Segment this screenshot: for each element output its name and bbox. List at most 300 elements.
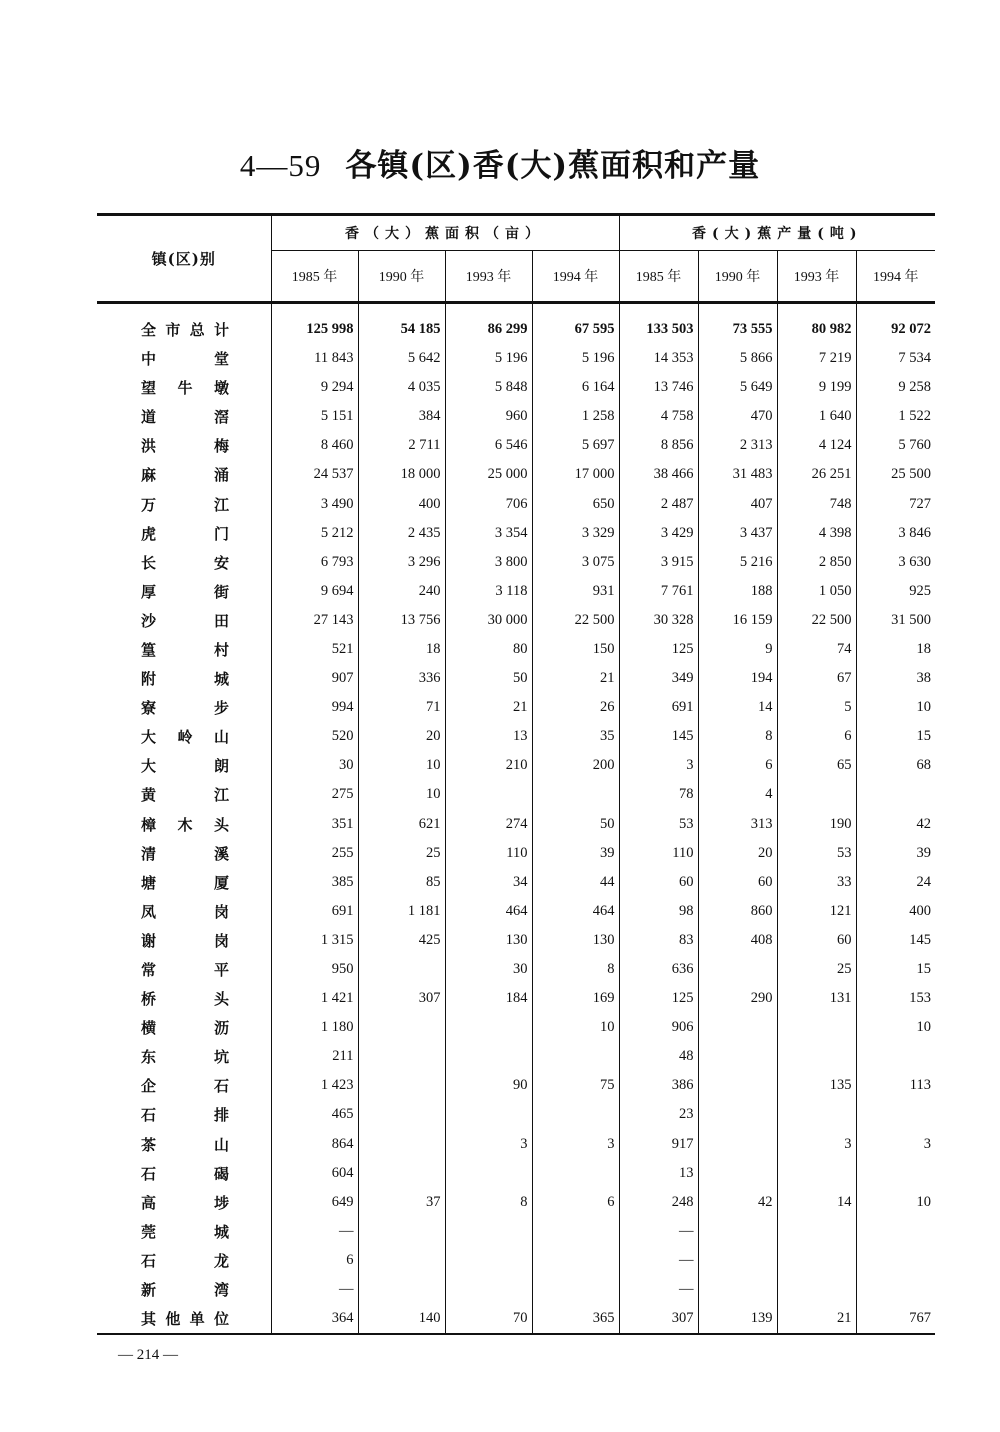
area-cell: 4 035	[358, 373, 445, 402]
area-cell: 5 697	[532, 431, 619, 460]
area-cell	[532, 780, 619, 809]
table-row	[97, 373, 935, 402]
row-label: 其他单位	[141, 1310, 229, 1329]
output-cell: 18	[856, 635, 935, 664]
year-header: 1990 年	[358, 251, 445, 303]
area-cell: 649	[271, 1188, 358, 1217]
output-cell: 60	[777, 926, 856, 955]
output-cell: 636	[619, 955, 698, 984]
area-cell	[445, 1275, 532, 1304]
output-cell: 125	[619, 635, 698, 664]
output-cell: 1 050	[777, 577, 856, 606]
table-row	[97, 1100, 935, 1129]
area-cell: 30	[271, 751, 358, 780]
row-label: 常平	[141, 961, 229, 980]
table-row	[97, 810, 935, 839]
area-cell: 3 118	[445, 577, 532, 606]
row-label: 石龙	[141, 1251, 229, 1270]
output-cell: 25 500	[856, 460, 935, 489]
output-cell: 20	[698, 839, 777, 868]
output-cell: 60	[698, 868, 777, 897]
output-cell: 7 534	[856, 344, 935, 373]
row-label: 谢岗	[141, 931, 229, 950]
area-cell: 17 000	[532, 460, 619, 489]
output-cell: 1 640	[777, 402, 856, 431]
area-cell: 5 196	[532, 344, 619, 373]
area-cell: 6	[271, 1246, 358, 1275]
area-cell: 3 490	[271, 489, 358, 518]
output-cell: 133 503	[619, 303, 698, 345]
output-cell: 15	[856, 722, 935, 751]
area-cell	[445, 780, 532, 809]
output-cell: 14	[698, 693, 777, 722]
area-cell: 130	[445, 926, 532, 955]
output-cell	[777, 1100, 856, 1129]
output-cell: 4 758	[619, 402, 698, 431]
output-cell	[777, 1013, 856, 1042]
output-cell: 14	[777, 1188, 856, 1217]
output-cell	[777, 1042, 856, 1071]
area-cell	[445, 1100, 532, 1129]
area-cell: 10	[358, 780, 445, 809]
area-cell: 307	[358, 984, 445, 1013]
area-cell: 5 196	[445, 344, 532, 373]
output-cell: 727	[856, 489, 935, 518]
output-cell: 139	[698, 1304, 777, 1334]
area-cell: 3 075	[532, 548, 619, 577]
row-label: 中堂	[141, 350, 229, 369]
row-label: 全市总计	[141, 320, 229, 339]
year-header: 1994 年	[856, 251, 935, 303]
output-cell: 917	[619, 1130, 698, 1159]
table-row	[97, 1042, 935, 1071]
area-cell: 86 299	[445, 303, 532, 345]
row-label: 长安	[141, 553, 229, 572]
output-cell: 2 313	[698, 431, 777, 460]
table-row	[97, 693, 935, 722]
output-cell: 13 746	[619, 373, 698, 402]
area-cell: 464	[445, 897, 532, 926]
area-cell: 184	[445, 984, 532, 1013]
area-cell: 50	[445, 664, 532, 693]
output-cell: 400	[856, 897, 935, 926]
row-label: 道滘	[141, 408, 229, 427]
area-cell: 1 180	[271, 1013, 358, 1042]
output-cell: 3 915	[619, 548, 698, 577]
output-cell: 860	[698, 897, 777, 926]
year-header: 1993 年	[777, 251, 856, 303]
output-cell: 767	[856, 1304, 935, 1334]
table-row	[97, 431, 935, 460]
output-cell: 906	[619, 1013, 698, 1042]
area-cell: 22 500	[532, 606, 619, 635]
output-cell: 38 466	[619, 460, 698, 489]
area-cell: 71	[358, 693, 445, 722]
data-table	[97, 213, 935, 1335]
output-cell: 42	[698, 1188, 777, 1217]
row-label: 莞城	[141, 1222, 229, 1241]
area-cell	[358, 1013, 445, 1042]
area-cell: 125 998	[271, 303, 358, 345]
area-cell: 44	[532, 868, 619, 897]
area-cell: 6 546	[445, 431, 532, 460]
area-cell: 1 181	[358, 897, 445, 926]
output-cell: 290	[698, 984, 777, 1013]
output-cell	[856, 1042, 935, 1071]
output-cell: —	[619, 1217, 698, 1246]
area-cell: 25 000	[445, 460, 532, 489]
table-row	[97, 489, 935, 518]
output-cell	[698, 1217, 777, 1246]
output-cell: 98	[619, 897, 698, 926]
area-cell: 54 185	[358, 303, 445, 345]
output-cell: 135	[777, 1071, 856, 1100]
row-label: 寮步	[141, 699, 229, 718]
table-row	[97, 606, 935, 635]
table-row	[97, 868, 935, 897]
area-cell: 400	[358, 489, 445, 518]
row-label: 东坑	[141, 1048, 229, 1067]
area-cell	[532, 1246, 619, 1275]
row-label: 新湾	[141, 1281, 229, 1300]
row-label: 黄江	[141, 786, 229, 805]
area-cell	[358, 1159, 445, 1188]
output-cell: 8 856	[619, 431, 698, 460]
row-label: 万江	[141, 495, 229, 514]
output-cell: 7 219	[777, 344, 856, 373]
output-cell: 80 982	[777, 303, 856, 345]
output-cell: 10	[856, 1188, 935, 1217]
output-cell	[856, 780, 935, 809]
row-label: 茶山	[141, 1135, 229, 1154]
area-cell: 691	[271, 897, 358, 926]
area-cell	[445, 1042, 532, 1071]
area-cell: 521	[271, 635, 358, 664]
output-cell: 10	[856, 693, 935, 722]
output-cell: 23	[619, 1100, 698, 1129]
output-cell	[698, 1159, 777, 1188]
area-cell: 50	[532, 810, 619, 839]
output-cell: 121	[777, 897, 856, 926]
area-cell: 907	[271, 664, 358, 693]
output-cell: 748	[777, 489, 856, 518]
output-cell: 3 437	[698, 519, 777, 548]
table-row	[97, 780, 935, 809]
output-cell: 9	[698, 635, 777, 664]
output-cell: 14 353	[619, 344, 698, 373]
output-cell: 26 251	[777, 460, 856, 489]
area-cell	[445, 1246, 532, 1275]
output-cell: 470	[698, 402, 777, 431]
area-cell: 384	[358, 402, 445, 431]
output-cell: 4 124	[777, 431, 856, 460]
row-label: 厚街	[141, 582, 229, 601]
area-cell: 67 595	[532, 303, 619, 345]
area-cell	[532, 1217, 619, 1246]
area-cell	[445, 1013, 532, 1042]
output-cell: 31 500	[856, 606, 935, 635]
output-cell	[777, 1275, 856, 1304]
area-cell: 210	[445, 751, 532, 780]
area-cell: 364	[271, 1304, 358, 1334]
area-cell: 275	[271, 780, 358, 809]
output-cell	[698, 1275, 777, 1304]
output-cell: 2 850	[777, 548, 856, 577]
output-cell	[698, 955, 777, 984]
area-cell: 13 756	[358, 606, 445, 635]
output-cell: 38	[856, 664, 935, 693]
area-cell: 5 212	[271, 519, 358, 548]
area-cell: —	[271, 1217, 358, 1246]
area-cell: 200	[532, 751, 619, 780]
output-cell: 145	[619, 722, 698, 751]
area-cell: 3 354	[445, 519, 532, 548]
output-cell: 110	[619, 839, 698, 868]
output-cell: 248	[619, 1188, 698, 1217]
output-cell: 145	[856, 926, 935, 955]
row-label: 石碣	[141, 1164, 229, 1183]
area-cell: 39	[532, 839, 619, 868]
table-row	[97, 303, 935, 345]
table-row	[97, 519, 935, 548]
output-cell: 190	[777, 810, 856, 839]
row-label: 企石	[141, 1077, 229, 1096]
area-cell: 621	[358, 810, 445, 839]
area-cell: 26	[532, 693, 619, 722]
output-cell: 125	[619, 984, 698, 1013]
area-cell: 21	[532, 664, 619, 693]
output-cell: 83	[619, 926, 698, 955]
output-cell: 24	[856, 868, 935, 897]
page-number: — 214 —	[118, 1347, 178, 1363]
output-cell: 3 429	[619, 519, 698, 548]
output-cell	[698, 1130, 777, 1159]
output-cell: 5	[777, 693, 856, 722]
output-cell: 4	[698, 780, 777, 809]
table-row	[97, 926, 935, 955]
output-cell: 6	[698, 751, 777, 780]
output-cell	[856, 1217, 935, 1246]
table-row	[97, 1159, 935, 1188]
area-cell: 35	[532, 722, 619, 751]
output-cell: 25	[777, 955, 856, 984]
row-label: 塘厦	[141, 873, 229, 892]
table-row	[97, 1246, 935, 1275]
table-row	[97, 839, 935, 868]
area-cell: 18 000	[358, 460, 445, 489]
output-cell: 6	[777, 722, 856, 751]
output-cell	[777, 780, 856, 809]
output-cell: 3	[856, 1130, 935, 1159]
output-cell: 39	[856, 839, 935, 868]
output-cell	[698, 1071, 777, 1100]
output-cell: 73 555	[698, 303, 777, 345]
output-cell: 5 760	[856, 431, 935, 460]
table-row	[97, 722, 935, 751]
output-cell: 3	[777, 1130, 856, 1159]
table-row	[97, 984, 935, 1013]
row-label: 篁村	[141, 640, 229, 659]
table-row	[97, 344, 935, 373]
output-cell: 153	[856, 984, 935, 1013]
output-cell: 74	[777, 635, 856, 664]
area-cell: 8	[445, 1188, 532, 1217]
area-cell: 13	[445, 722, 532, 751]
area-cell: 3	[445, 1130, 532, 1159]
output-cell: 92 072	[856, 303, 935, 345]
row-label: 桥头	[141, 990, 229, 1009]
output-cell: 8	[698, 722, 777, 751]
row-label: 樟木头	[141, 815, 229, 834]
area-cell	[445, 1217, 532, 1246]
output-cell: 68	[856, 751, 935, 780]
output-cell: —	[619, 1275, 698, 1304]
area-cell: 255	[271, 839, 358, 868]
area-cell: 25	[358, 839, 445, 868]
row-label: 望牛墩	[141, 379, 229, 398]
output-cell: 408	[698, 926, 777, 955]
table-row	[97, 1130, 935, 1159]
output-cell: 131	[777, 984, 856, 1013]
output-cell: 188	[698, 577, 777, 606]
table-row	[97, 577, 935, 606]
output-cell: 313	[698, 810, 777, 839]
stub-header: 镇(区)别	[97, 215, 271, 303]
area-cell	[532, 1100, 619, 1129]
area-cell	[358, 1071, 445, 1100]
area-cell: 10	[358, 751, 445, 780]
output-cell	[856, 1100, 935, 1129]
area-cell: 85	[358, 868, 445, 897]
output-cell: 67	[777, 664, 856, 693]
area-cell: 3 800	[445, 548, 532, 577]
output-cell	[777, 1159, 856, 1188]
output-group-header: 香(大)蕉产量(吨)	[619, 215, 935, 251]
row-label: 大岭山	[141, 728, 229, 747]
output-cell: 2 487	[619, 489, 698, 518]
output-cell: 21	[777, 1304, 856, 1334]
area-cell: 90	[445, 1071, 532, 1100]
table-row	[97, 402, 935, 431]
area-cell: 30	[445, 955, 532, 984]
output-cell: 53	[619, 810, 698, 839]
output-cell	[856, 1159, 935, 1188]
area-cell: 80	[445, 635, 532, 664]
output-cell: 925	[856, 577, 935, 606]
area-cell: 2 711	[358, 431, 445, 460]
table-row	[97, 1013, 935, 1042]
area-cell: 240	[358, 577, 445, 606]
output-cell: 194	[698, 664, 777, 693]
output-cell: 65	[777, 751, 856, 780]
table-row	[97, 460, 935, 489]
area-cell: 706	[445, 489, 532, 518]
page-title	[0, 140, 1000, 185]
output-cell: 48	[619, 1042, 698, 1071]
area-cell: 274	[445, 810, 532, 839]
area-cell: 75	[532, 1071, 619, 1100]
area-cell	[358, 1217, 445, 1246]
row-label: 高埗	[141, 1193, 229, 1212]
output-cell	[698, 1246, 777, 1275]
area-cell	[358, 1130, 445, 1159]
table-body	[97, 303, 935, 1335]
area-cell: 70	[445, 1304, 532, 1334]
table-number: 4—59	[239, 148, 322, 183]
area-cell	[445, 1159, 532, 1188]
area-cell: 931	[532, 577, 619, 606]
output-cell: 307	[619, 1304, 698, 1334]
area-cell: 5 642	[358, 344, 445, 373]
area-cell: 336	[358, 664, 445, 693]
table-row	[97, 1071, 935, 1100]
table-row	[97, 635, 935, 664]
area-cell: —	[271, 1275, 358, 1304]
area-cell: 9 294	[271, 373, 358, 402]
output-cell	[698, 1013, 777, 1042]
area-cell: 24 537	[271, 460, 358, 489]
output-cell: 53	[777, 839, 856, 868]
area-cell: 6 793	[271, 548, 358, 577]
area-cell: 130	[532, 926, 619, 955]
area-cell: 994	[271, 693, 358, 722]
area-cell: 34	[445, 868, 532, 897]
area-cell: 21	[445, 693, 532, 722]
output-cell: 9 258	[856, 373, 935, 402]
output-cell	[698, 1100, 777, 1129]
table-row	[97, 751, 935, 780]
output-cell: 3	[619, 751, 698, 780]
area-cell: 5 848	[445, 373, 532, 402]
output-cell: 3 846	[856, 519, 935, 548]
area-cell: 18	[358, 635, 445, 664]
output-cell: 7 761	[619, 577, 698, 606]
area-cell: 3	[532, 1130, 619, 1159]
area-cell: 140	[358, 1304, 445, 1334]
area-cell	[358, 1275, 445, 1304]
output-cell: 33	[777, 868, 856, 897]
area-cell: 20	[358, 722, 445, 751]
output-cell: 31 483	[698, 460, 777, 489]
table-row	[97, 548, 935, 577]
row-label: 石排	[141, 1106, 229, 1125]
area-cell	[358, 1042, 445, 1071]
row-label: 凤岗	[141, 902, 229, 921]
area-cell: 9 694	[271, 577, 358, 606]
area-cell	[358, 1246, 445, 1275]
area-cell: 27 143	[271, 606, 358, 635]
area-cell: 8	[532, 955, 619, 984]
table-row	[97, 955, 935, 984]
table-row	[97, 1217, 935, 1246]
area-cell: 10	[532, 1013, 619, 1042]
output-cell: 3 630	[856, 548, 935, 577]
output-cell: 16 159	[698, 606, 777, 635]
table-row	[97, 897, 935, 926]
output-cell	[856, 1275, 935, 1304]
area-cell: 8 460	[271, 431, 358, 460]
area-cell: 864	[271, 1130, 358, 1159]
area-cell: 1 258	[532, 402, 619, 431]
output-cell: 30 328	[619, 606, 698, 635]
area-cell: 6	[532, 1188, 619, 1217]
output-cell: 1 522	[856, 402, 935, 431]
area-cell	[532, 1275, 619, 1304]
area-cell	[358, 1100, 445, 1129]
output-cell: 691	[619, 693, 698, 722]
area-cell: 1 315	[271, 926, 358, 955]
row-label: 麻涌	[141, 466, 229, 485]
